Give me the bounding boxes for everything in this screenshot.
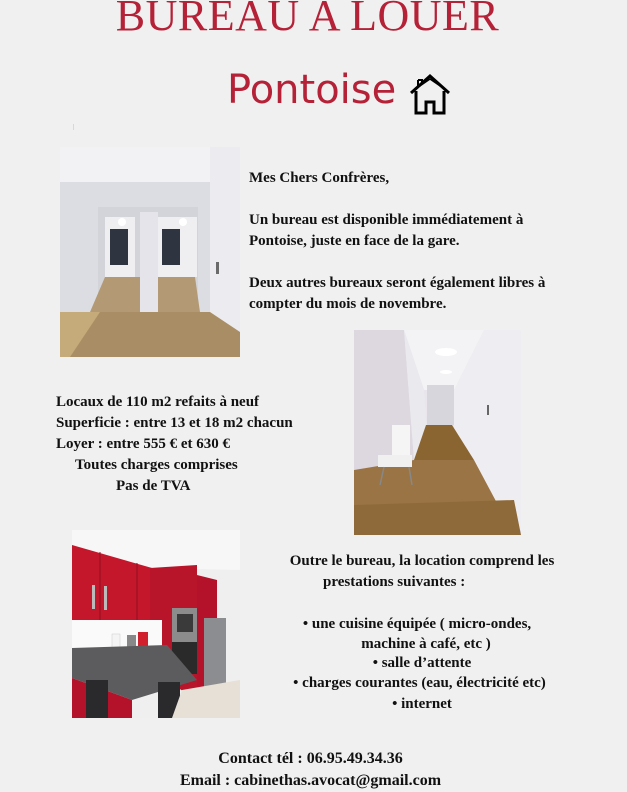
house-icon (409, 72, 451, 116)
availability-paragraph: Un bureau est disponible immédiatement à Pontoise, juste en face de la gare. (249, 212, 524, 249)
photo-corridor (354, 330, 521, 535)
spacer (252, 593, 592, 614)
greeting: Mes Chers Confrères, (249, 170, 390, 186)
contact-phone: Contact tél : 06.95.49.34.36 (218, 750, 403, 767)
page-title: BUREAU A LOUER (115, 0, 500, 40)
services-intro-line2: prestations suivantes : (323, 574, 466, 590)
future-availability-paragraph: Deux autres bureaux seront également libres à compter du mois de novembre. (249, 275, 546, 312)
specs-charges-included: Toutes charges comprises (75, 457, 238, 473)
contact-email: Email : cabinethas.avocat@gmail.com (179, 772, 442, 789)
intro-text (249, 168, 579, 336)
service-item-kitchen-line2: machine à café, etc ) (361, 636, 491, 652)
service-item-kitchen-line1: • une cuisine équipée ( micro-ondes, (302, 616, 532, 632)
service-item-waiting-room: • salle d’attente (372, 655, 472, 671)
specs-surface-total: Locaux de 110 m2 refaits à neuf (56, 394, 260, 410)
photo-office-doorways (60, 147, 240, 357)
property-specs (56, 392, 316, 497)
specs-rent-range: Loyer : entre 555 € et 630 € (56, 436, 230, 452)
location-subtitle: Pontoise (227, 67, 397, 113)
service-item-internet: • internet (392, 696, 452, 712)
services-section (252, 551, 592, 715)
services-intro-line1: Outre le bureau, la location comprend les (289, 553, 555, 569)
specs-surface-range: Superficie : entre 13 et 18 m2 chacun (56, 415, 293, 431)
service-item-utilities: • charges courantes (eau, électricité etc) (293, 675, 546, 691)
specs-no-vat: Pas de TVA (116, 478, 191, 494)
decorative-mark (73, 124, 74, 130)
contact-section (0, 748, 627, 792)
photo-kitchen (72, 530, 240, 718)
service-item-kitchen (252, 614, 592, 654)
